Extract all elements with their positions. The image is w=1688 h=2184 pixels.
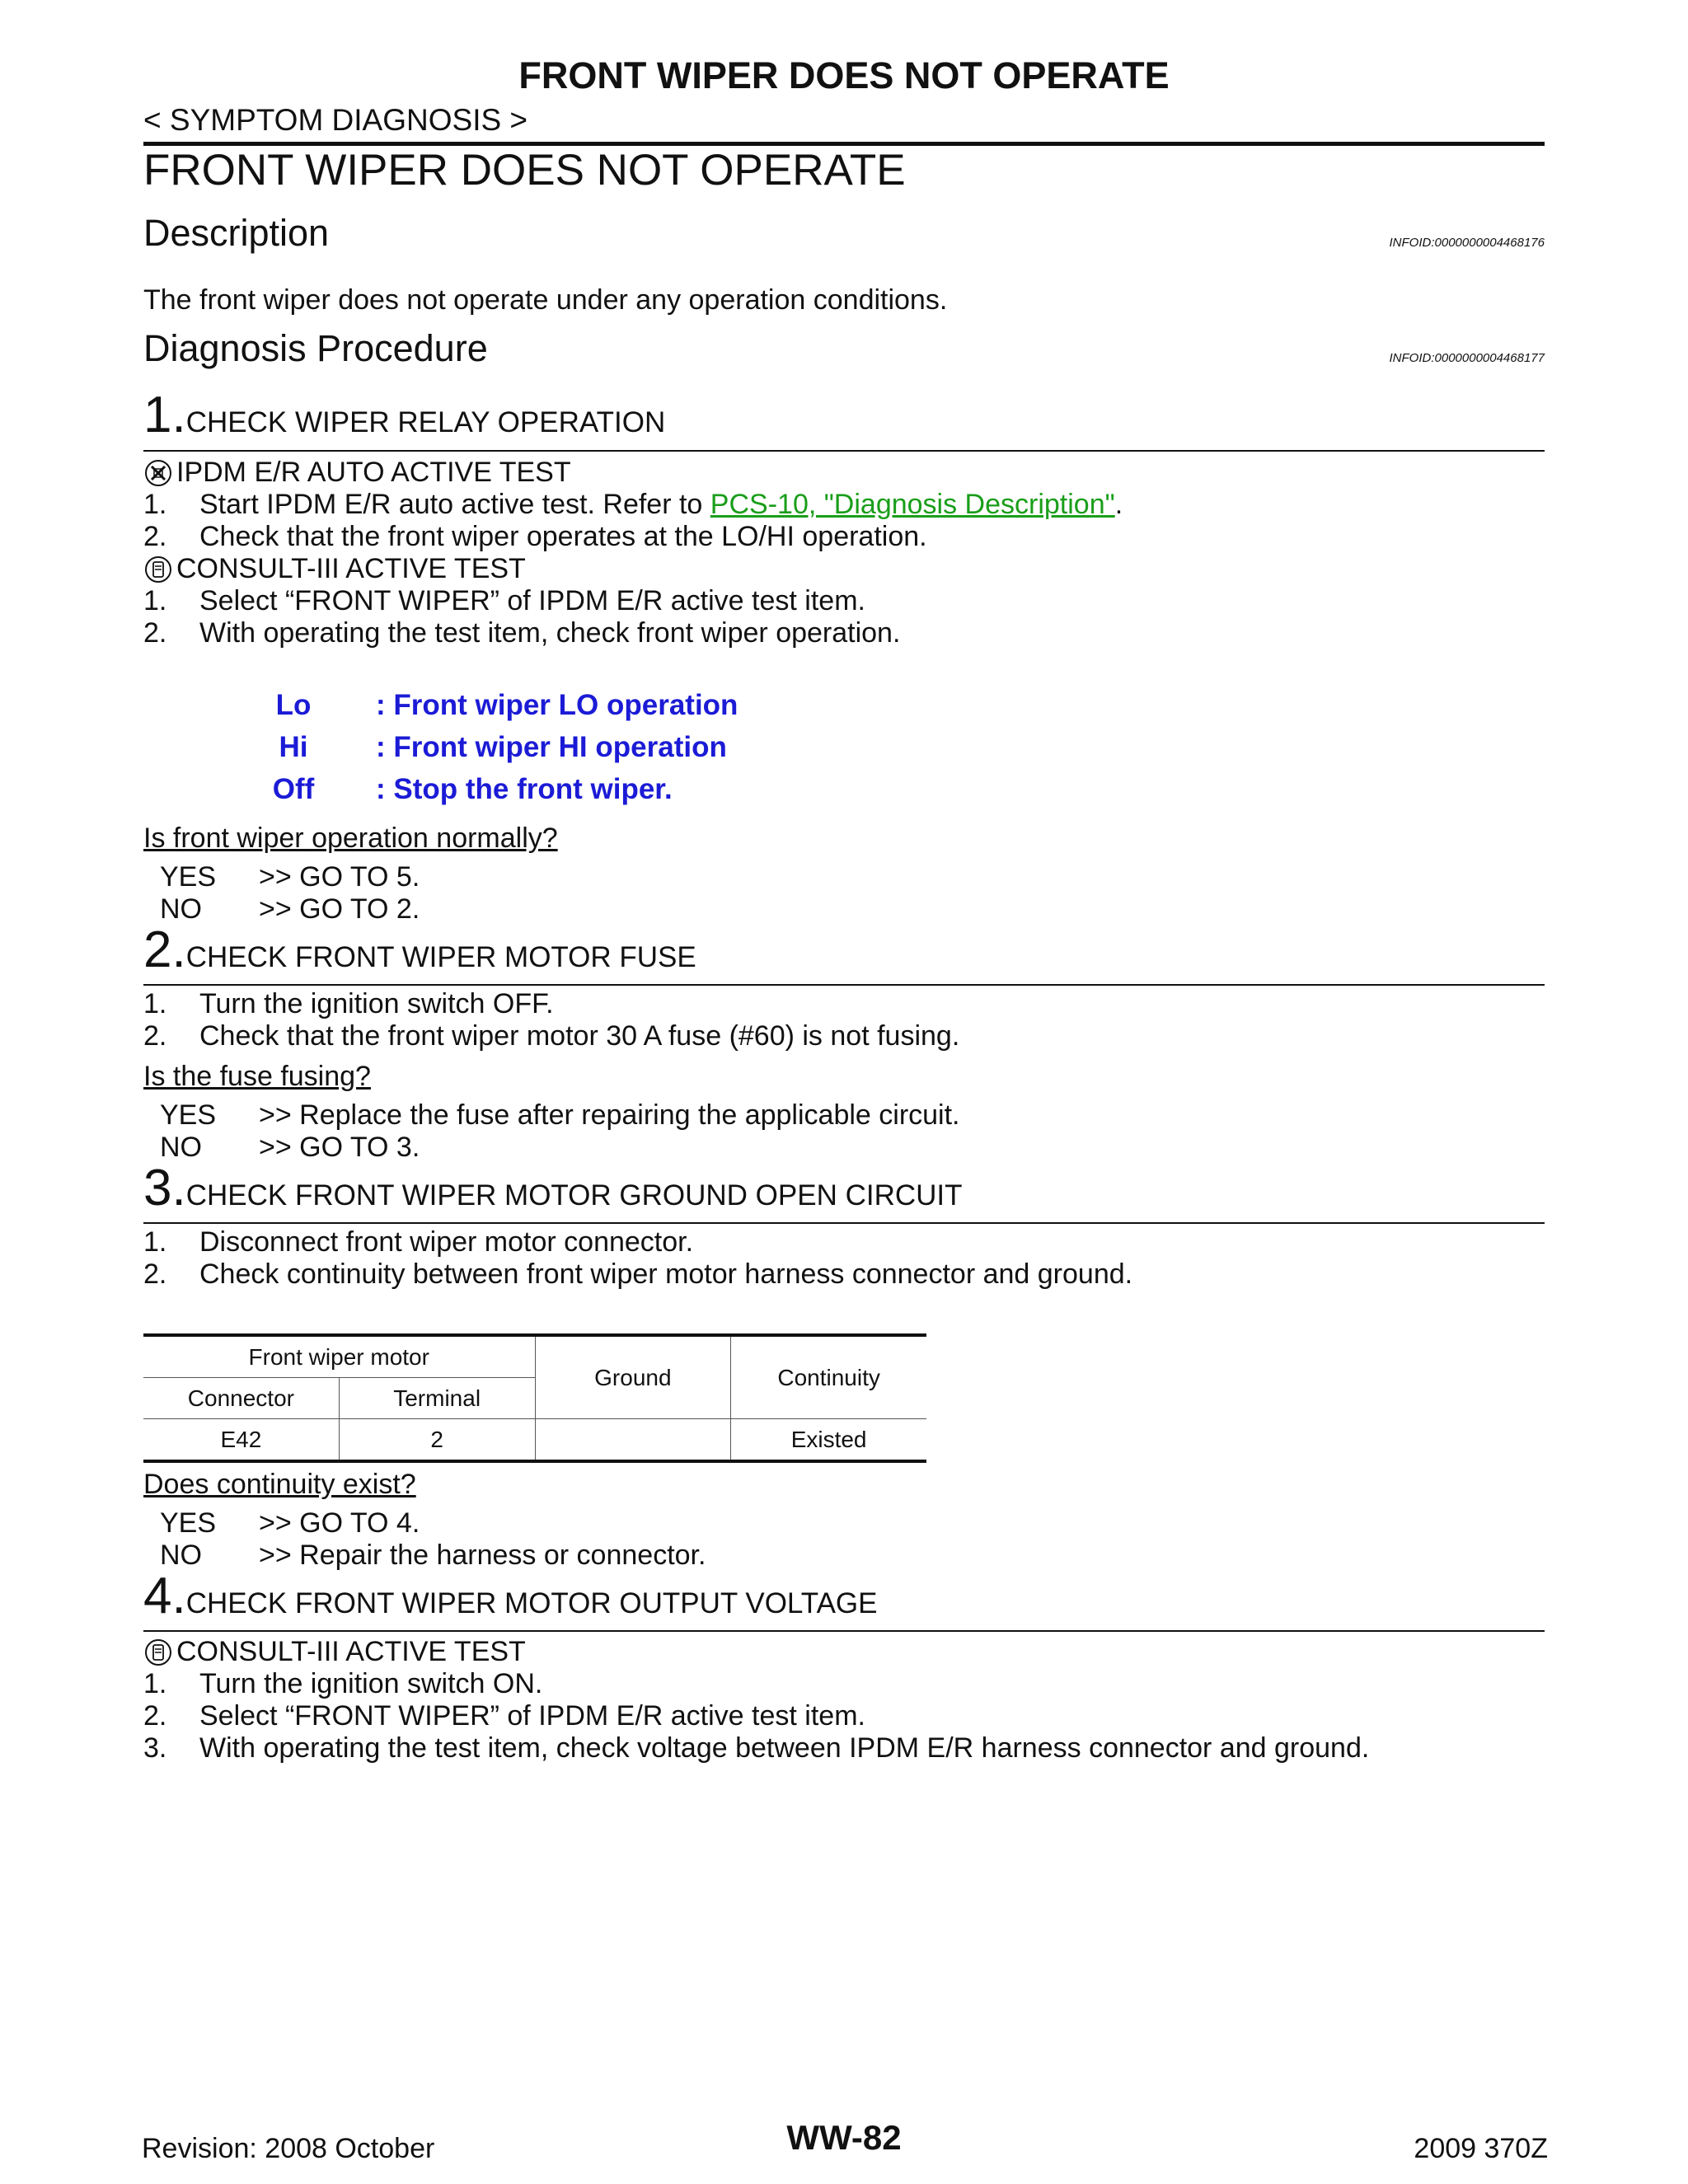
item-number: 1. (143, 1226, 167, 1258)
yes-label: YES (160, 1507, 217, 1539)
list-item (143, 521, 1123, 553)
step-3-title: CHECK FRONT WIPER MOTOR GROUND OPEN CIRCUIT (185, 1179, 963, 1212)
table-header-terminal: Terminal (339, 1378, 535, 1419)
item-number: 2. (143, 617, 167, 649)
step-1-rule (143, 450, 1545, 452)
item-text-end: . (1114, 489, 1123, 520)
step-4-rule (143, 1630, 1545, 1632)
footer-model: 2009 370Z (1414, 2133, 1548, 2164)
step-1-question: Is front wiper operation normally? (143, 823, 558, 854)
list-item (143, 1226, 1132, 1258)
table-header-connector: Connector (143, 1378, 339, 1419)
consult-test-heading (143, 1636, 1369, 1668)
step-1-ipdm-list (143, 457, 1123, 649)
item-text: Check that the front wiper motor 30 A fuse (#60) is not fusing. (199, 1020, 960, 1052)
list-item (143, 585, 1123, 617)
page-header-title: FRONT WIPER DOES NOT OPERATE (518, 54, 1170, 96)
yes-action: >> GO TO 5. (259, 861, 420, 893)
step-3-rule (143, 1222, 1545, 1224)
list-item (143, 1020, 959, 1052)
no-action: >> Repair the harness or connector. (259, 1540, 706, 1571)
consult-test-heading (143, 553, 1123, 585)
description-text: The front wiper does not operate under any operation conditions. (143, 284, 948, 316)
table-cell-connector: E42 (143, 1419, 339, 1462)
procedure-infoid: INFOID:0000000004468177 (1389, 351, 1545, 365)
item-number: 1. (143, 489, 167, 520)
table-group-header: Front wiper motor (143, 1335, 535, 1378)
step-3-list (143, 1226, 1132, 1291)
yes-label: YES (160, 861, 217, 893)
item-text: Start IPDM E/R auto active test. Refer to (199, 489, 710, 520)
list-item (143, 1258, 1132, 1291)
step-2-title: CHECK FRONT WIPER MOTOR FUSE (185, 941, 696, 973)
mode-off-key: Off (272, 773, 315, 805)
step-1-answers (160, 861, 420, 926)
ipdm-test-heading (143, 457, 1123, 489)
yes-label: YES (160, 1099, 217, 1131)
no-label: NO (160, 1132, 202, 1163)
step-3-answers (160, 1507, 706, 1572)
item-text: Check that the front wiper operates at the LO/HI operation. (199, 521, 927, 552)
step-4-title: CHECK FRONT WIPER MOTOR OUTPUT VOLTAGE (185, 1587, 878, 1619)
item-number: 2. (143, 1020, 167, 1052)
table-cell-ground (535, 1419, 731, 1462)
item-number: 1. (143, 585, 167, 616)
procedure-heading: Diagnosis Procedure (143, 327, 488, 369)
consult-test-heading-text: CONSULT-III ACTIVE TEST (176, 553, 526, 584)
list-item (143, 489, 1123, 521)
item-number: 2. (143, 1700, 167, 1732)
section-label: < SYMPTOM DIAGNOSIS > (143, 103, 528, 137)
item-number: 3. (143, 1732, 167, 1764)
list-item (143, 1668, 1369, 1700)
no-label: NO (160, 1540, 202, 1571)
item-text: Turn the ignition switch OFF. (199, 988, 554, 1019)
step-4-heading (143, 1567, 878, 1625)
step-1-number: 1. (143, 387, 186, 443)
step-4-number: 4. (143, 1568, 186, 1624)
item-number: 1. (143, 988, 167, 1019)
step-2-question: Is the fuse fusing? (143, 1061, 371, 1092)
description-heading: Description (143, 212, 330, 254)
step-2-list (143, 988, 959, 1052)
item-text: Select “FRONT WIPER” of IPDM E/R active test item. (199, 585, 865, 616)
item-text: Turn the ignition switch ON. (199, 1668, 543, 1699)
mode-off-desc: : Stop the front wiper. (376, 773, 673, 805)
step-3-number: 3. (143, 1160, 186, 1216)
no-action: >> GO TO 3. (259, 1132, 420, 1163)
continuity-table (143, 1333, 926, 1463)
table-cell-terminal: 2 (339, 1419, 535, 1462)
ipdm-test-icon (143, 458, 173, 488)
list-item (143, 617, 1123, 649)
main-title: FRONT WIPER DOES NOT OPERATE (143, 146, 906, 194)
item-text: With operating the test item, check front wiper operation. (199, 617, 901, 649)
list-item (143, 1700, 1369, 1732)
item-text: Select “FRONT WIPER” of IPDM E/R active test item. (199, 1700, 865, 1732)
consult-icon (143, 1638, 173, 1667)
item-text: Check continuity between front wiper motor harness connector and ground. (199, 1258, 1133, 1290)
yes-action: >> GO TO 4. (259, 1507, 420, 1539)
ipdm-test-heading-text: IPDM E/R AUTO ACTIVE TEST (176, 457, 571, 488)
step-3-heading (143, 1159, 963, 1217)
table-header-continuity: Continuity (731, 1335, 926, 1419)
step-4-list (143, 1636, 1369, 1765)
step-2-rule (143, 984, 1545, 986)
list-item (143, 1732, 1369, 1765)
step-2-number: 2. (143, 921, 186, 978)
mode-lo-key: Lo (275, 689, 312, 721)
item-number: 1. (143, 1668, 167, 1699)
table-header-ground: Ground (535, 1335, 731, 1419)
table-cell-continuity: Existed (731, 1419, 926, 1462)
item-number: 2. (143, 1258, 167, 1290)
pcs10-diagnosis-link[interactable]: PCS-10, "Diagnosis Description" (710, 489, 1115, 520)
step-2-answers (160, 1099, 960, 1164)
item-text: Disconnect front wiper motor connector. (199, 1226, 694, 1258)
page-number: WW-82 (786, 2118, 902, 2157)
mode-hi-key: Hi (279, 731, 308, 763)
no-action: >> GO TO 2. (259, 893, 420, 925)
mode-hi-desc: : Front wiper HI operation (376, 731, 727, 763)
step-3-question: Does continuity exist? (143, 1469, 416, 1500)
step-2-heading (143, 921, 696, 979)
no-label: NO (160, 893, 202, 925)
step-1-title: CHECK WIPER RELAY OPERATION (185, 406, 666, 438)
consult-icon (143, 555, 173, 584)
consult-test-heading-text: CONSULT-III ACTIVE TEST (176, 1636, 526, 1667)
item-number: 2. (143, 521, 167, 552)
item-text: With operating the test item, check voltage between IPDM E/R harness connector and ground. (199, 1732, 1370, 1764)
footer-revision: Revision: 2008 October (142, 2133, 435, 2164)
step-1-heading (143, 386, 665, 444)
mode-lo-desc: : Front wiper LO operation (376, 689, 738, 721)
yes-action: >> Replace the fuse after repairing the applicable circuit. (259, 1099, 960, 1131)
list-item (143, 988, 959, 1020)
description-infoid: INFOID:0000000004468176 (1389, 236, 1545, 250)
